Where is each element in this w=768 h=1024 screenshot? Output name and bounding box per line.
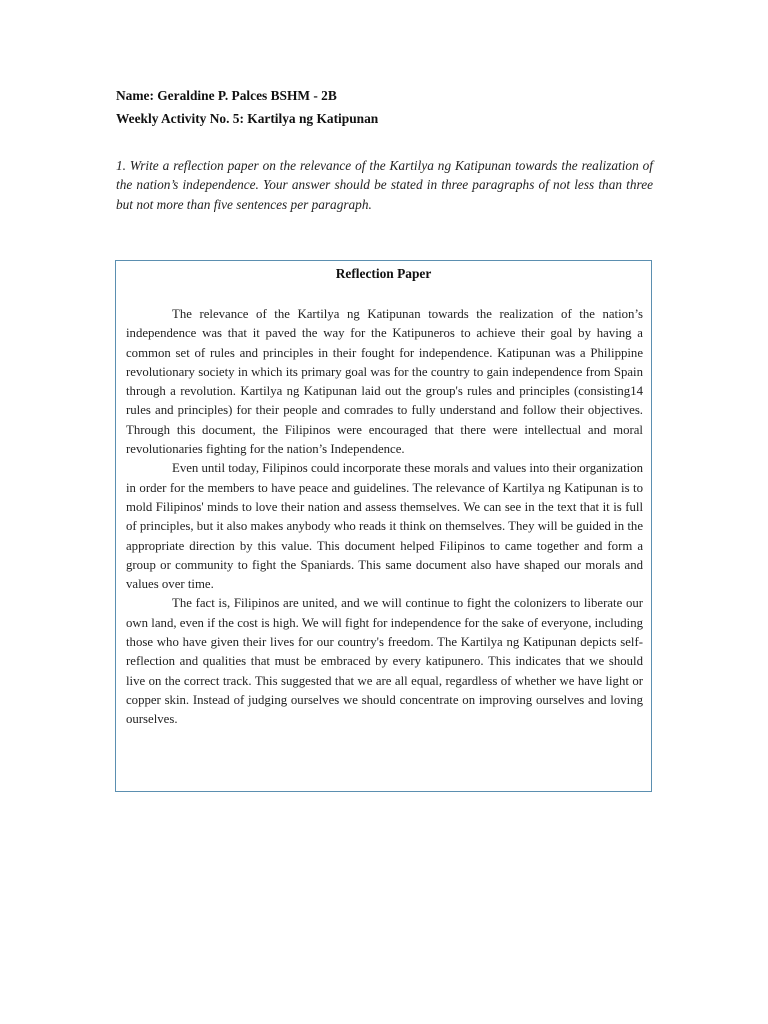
paragraph-1: The relevance of the Kartilya ng Katipunan towards the realization of the nation’s independence was that it paved the way for the Katipuneros to achieve their goal by having a common set of rules and principles in their fought for independence. Katipunan was a Philippine revolutionary society in which its primary goal was for the country to gain independence from Spain through a revolution. Kartilya ng Katipunan laid out the group's rules and principles (consisting14 rules and principles) for their people and comrades to fully understand and follow their objectives. Through this document, the Filipinos were encouraged that there were intellectual and moral revolutionaries fighting for the nation’s Independence. — [126, 307, 643, 457]
activity-title-line: Weekly Activity No. 5: Kartilya ng Katipunan — [116, 111, 379, 126]
reflection-paper-box — [115, 260, 652, 792]
activity-instructions: 1. Write a reflection paper on the relevance of the Kartilya ng Katipunan towards the realization of the nation’s independence. Your answer should be stated in three paragraphs of not less than three but not more than five sentences per paragraph. — [116, 158, 653, 212]
reflection-paper-body — [126, 305, 643, 730]
paragraph-2: Even until today, Filipinos could incorporate these morals and values into their organization in order for the members to have peace and guidelines. The relevance of Kartilya ng Katipunan is to mold Filipinos' minds to love their nation and assess themselves. We can see in the text that it is full of principles, but it also makes anybody who reads it think on themselves. They will be guided in the appropriate direction by this value. This document helped Filipinos to came together and form a group or community to fight the Spaniards. This same document also have shaped our morals and values over time. — [126, 461, 643, 592]
paragraph-3: The fact is, Filipinos are united, and we will continue to fight the colonizers to liberate our own land, even if the cost is high. We will fight for independence for the sake of everyone, including those who have given their lives for our country's freedom. The Kartilya ng Katipunan depicts self-reflection and qualities that must be embraced by every katipunero. This indicates that we should live on the correct track. This suggested that we are all equal, regardless of whether we have light or copper skin. Instead of judging ourselves we should concentrate on improving ourselves and loving ourselves. — [126, 596, 643, 727]
reflection-paper-title: Reflection Paper — [335, 266, 432, 281]
student-name-line: Name: Geraldine P. Palces BSHM - 2B — [116, 88, 337, 103]
